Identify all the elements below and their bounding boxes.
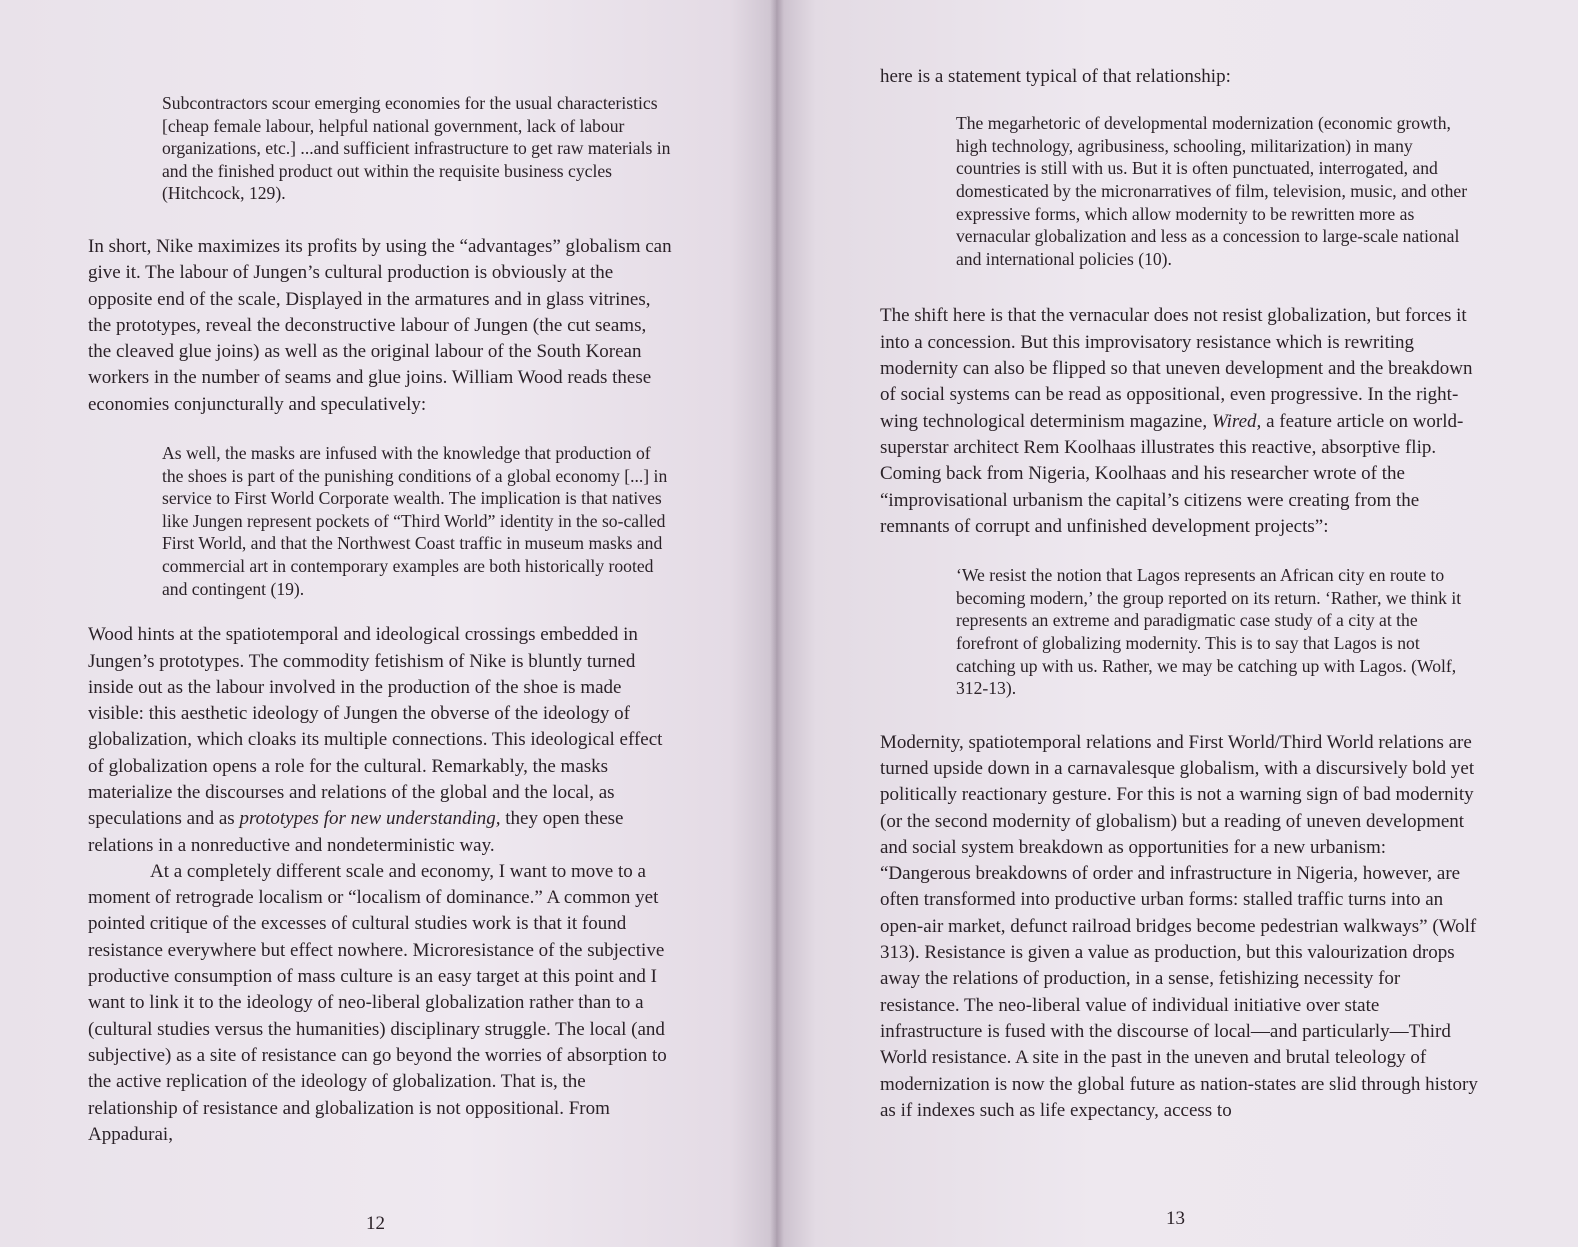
paragraph-modernity: Modernity, spatiotemporal relations and First World/Third World relations are turned upside down in a carnavalesque globalism, with a discursively bold yet politically reactionary gesture. For this is not a warning sign of bad modernity (or the second modernity of globalism) but a reading of uneven development and social system breakdown as opportunities for a new urbanism: “Dangerous breakdowns of order and infrastructure in Nigeria, however, are often transformed into productive urban forms: stalled traffic turns into an open-air market, defunct railroad bridges become pedestrian walkways” (Wolf 313). Resistance is given a value as production, but this valourization drops away the relations of production, in a sense, fetishizing necessity for resistance. The neo-liberal value of individual initiative over state infrastructure is fused with the discourse of local—and particularly—Third World resistance. A site in the past in the uneven and brutal teleology of modernization is now the global future as nation-states are slid through history as if indexes such as life expectancy, access to xyxy=(880,731,1478,1121)
paragraph-statement: here is a statement typical of that relationship: xyxy=(880,66,1231,87)
paragraph-shift xyxy=(880,303,1478,540)
right-page xyxy=(776,0,1578,1247)
paragraph-localism: At a completely different scale and economy, I want to move to a moment of retrograde localism or “localism of dominance.” A common yet pointed critique of the excesses of cultural studies work is that it found resistance everywhere but effect nowhere. Microresistance of the subjective productive consumption of mass culture is an easy target at this point and I want to link it to the ideology of neo-liberal globalization rather than to a (cultural studies versus the humanities) disciplinary struggle. The local (and subjective) as a site of resistance can go beyond the worries of absorption to the active replication of the ideology of globalization. That is, the relationship of resistance and globalization is not oppositional. From Appadurai, xyxy=(88,860,667,1145)
right-page-text xyxy=(880,64,1478,1124)
paragraph-text: a feature article on world-superstar architect Rem Koolhaas illustrates this reactive, absorptive flip. Coming back from Nigeria, Koolhaas and his researcher wrote of the “improvisational urbanism the capital’s citizens were creating from the remnants of corrupt and unfinished development projects”: xyxy=(880,410,1464,537)
emphasis-prototypes: prototypes for new understanding, xyxy=(239,808,501,830)
book-gutter xyxy=(770,0,784,1247)
page-number-right: 13 xyxy=(1166,1208,1185,1229)
left-page xyxy=(0,0,776,1247)
block-quote-wolf: ‘We resist the notion that Lagos represents an African city en route to becoming modern,’ the group reported on its return. ‘Rather, we think it represents an extreme and paradigmatic case study of a city at the forefront of globalizing modernity. This is to say that Lagos is not catching up with us. Rather, we may be catching up with Lagos. (Wolf, 312-13). xyxy=(956,565,1462,699)
paragraph-wood-hints xyxy=(88,622,674,859)
block-quote-wood: As well, the masks are infused with the knowledge that production of the shoes is part of the punishing conditions of a global economy [...] in service to First World Corporate wealth. The implication is that natives like Jungen represent pockets of “Third World” identity in the so-called First World, and that the Northwest Coast traffic in museum masks and commercial art in contemporary examples are both historically rooted and contingent (19). xyxy=(162,443,668,599)
paragraph-nike: In short, Nike maximizes its profits by using the “advantages” globalism can give it. The labour of Jungen’s cultural production is obviously at the opposite end of the scale, Displayed in the armatures and in glass vitrines, the prototypes, reveal the deconstructive labour of Jungen (the cut seams, the cleaved glue joins) as well as the original labour of the South Korean workers in the number of seams and glue joins. William Wood reads these economies conjuncturally and speculatively: xyxy=(88,235,672,415)
paragraph-text: The shift here is that the vernacular does not resist globalization, but forces it into a concession. But this improvisatory resistance which is rewriting modernity can also be flipped so that uneven development and the breakdown of social systems can be read as oppositional, even progressive. In the right-wing technological determinism magazine, xyxy=(880,305,1473,432)
paragraph-text: Wood hints at the spatiotemporal and ideological crossings embedded in Jungen’s prototypes. The commodity fetishism of Nike is bluntly turned inside out as the labour involved in the production of the shoe is made visible: this aesthetic ideology of Jungen the obverse of the ideology of globalization, which cloaks its multiple connections. This ideological effect of globalization opens a role for the cultural. Remarkably, the masks materialize the discourses and relations of the global and the local, as speculations and as xyxy=(88,624,663,830)
emphasis-wired: Wired, xyxy=(1211,410,1262,432)
block-quote-hitchcock: Subcontractors scour emerging economies for the usual characteristics [cheap female labour, helpful national government, lack of labour organizations, etc.] ...and sufficient infrastructure to get raw materials in and the finished product out within the requisite business cycles (Hitchcock, 129). xyxy=(162,93,671,204)
paragraph-text: they open these relations in a nonreductive and nondeterministic way. xyxy=(88,808,624,856)
left-page-text xyxy=(88,92,674,1148)
page-number-left: 12 xyxy=(366,1213,385,1234)
block-quote-appadurai: The megarhetoric of developmental modernization (economic growth, high technology, agribusiness, schooling, militarization) in many countries is still with us. But it is often punctuated, interrogated, and domesticated by the micronarratives of film, television, music, and other expressive forms, which allow modernity to be rewritten more as vernacular globalization and less as a concession to large-scale national and international policies (10). xyxy=(956,113,1468,269)
